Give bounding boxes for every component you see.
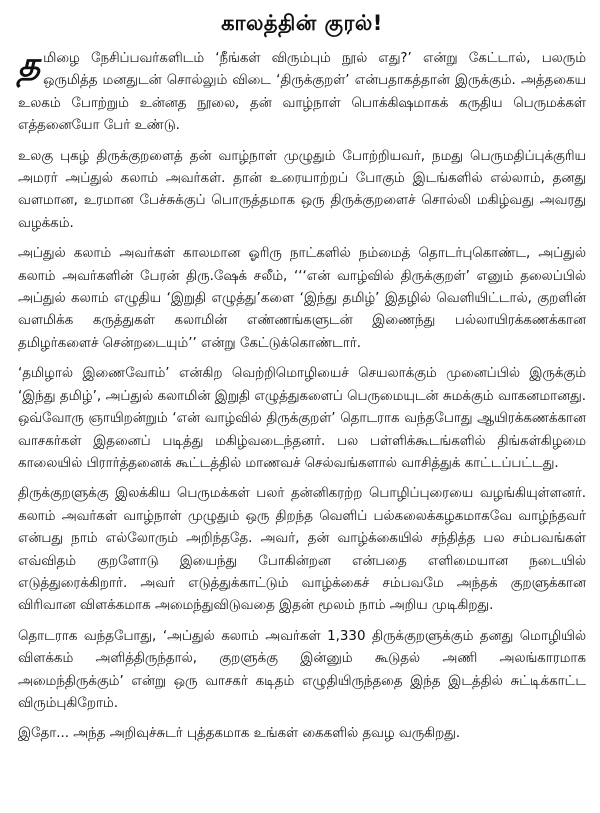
paragraph-5: திருக்குறளுக்கு இலக்கிய பெருமக்கள் பலர் தன்னிகரற்ற பொழிப்புரையை வழங்கியுள்ளனர். கலாம் அவர்கள் வாழ்நாள் முழுதும் ஒரு திறந்த வெளிப் பல்கலைக்கழகமாகவே வாழ்ந்தவர் என்பது நாம் எல்லோரும் அறிந்ததே. அவர், தன் வாழ்க்கையில் சந்தித்த பல சம்பவங்கள் எவ்விதம் குறளோடு இயைந்து போகின்றன என்பதை எளிமையான நடையில் எடுத்துரைக்கிறார். அவர் எடுத்துக்காட்டும் வாழ்க்கைச் சம்பவமே அந்தக் குறளுக்கான விரிவான விளக்கமாக அமைந்துவிடுவதை இதன் மூலம் நாம் அறிய முடிகிறது. bbox=[18, 486, 586, 614]
paragraph-7: இதோ... அந்த அறிவுச்சுடர் புத்தகமாக உங்கள் கைகளில் தவழ வருகிறது. bbox=[18, 726, 461, 742]
drop-cap: த bbox=[18, 45, 41, 85]
paragraph-3: அப்துல் கலாம் அவர்கள் காலமான ஓரிரு நாட்களில் நம்மைத் தொடர்புகொண்ட, அப்துல் கலாம் அவர்களின் பேரன் திரு.ஷேக் சலீம், ‘‘‘என் வாழ்வில் திருக்குறள்’ எனும் தலைப்பில் அப்துல் கலாம் எழுதிய ‘இறுதி எழுத்து’களை ‘இந்து தமிழ்’ இதழில் வெளியிட்டால், குறளின் வளமிக்க கருத்துகள் கலாமின் எண்ணங்களுடன் இணைந்து பல்லாயிரக்கணக்கான தமிழர்களைச் சென்றடையும்’’ என்று கேட்டுக்கொண்டார். bbox=[18, 246, 586, 351]
paragraph-2: உலகு புகழ் திருக்குறளைத் தன் வாழ்நாள் முழுதும் போற்றியவர், நமது பெருமதிப்புக்குரிய அமரர் அப்துல் கலாம் அவர்கள். தான் உரையாற்றப் போகும் இடங்களில் எல்லாம், தனது வளமான, உரமான பேச்சுக்குப் பொருத்தமாக ஒரு திருக்குறளைச் சொல்லி மகிழ்வது அவரது வழக்கம். bbox=[18, 148, 586, 231]
paragraph-6: தொடராக வந்தபோது, ‘அப்துல் கலாம் அவர்கள் 1,330 திருக்குறளுக்கும் தனது மொழியில் விளக்கம் அளித்திருந்தால், குறளுக்கு இன்னும் கூடுதல் அணி அலங்காரமாக அமைந்திருக்கும்’ என்று ஒரு வாசகர் கடிதம் எழுதியிருந்ததை இந்த இடத்தில் சுட்டிக்காட்ட விரும்புகிறோம். bbox=[18, 628, 586, 711]
paragraph-1-text: மிழை நேசிப்பவர்களிடம் ‘நீங்கள் விரும்பும் நூல் எது?’ என்று கேட்டால், பலரும் ஒருமித்த மனதுடன் சொல்லும் விடை ‘திருக்குறள்’ என்பதாகத்தான் இருக்கும். அத்தகைய உலகம் போற்றும் உன்னத நூலை, தன் வாழ்நாள் பொக்கிஷமாகக் கருதிய பெருமக்கள் எத்தனையோ பேர் உண்டு. bbox=[18, 51, 586, 134]
page-title: காலத்தின் குரல்! bbox=[221, 11, 383, 35]
paragraph-1 bbox=[18, 45, 586, 138]
document-page bbox=[18, 8, 586, 754]
paragraph-4: ‘தமிழால் இணைவோம்’ என்கிற வெற்றிமொழியைச் செயலாக்கும் முனைப்பில் இருக்கும் ‘இந்து தமிழ்’, அப்துல் கலாமின் இறுதி எழுத்துகளைப் பெருமையுடன் சுமக்கும் வாகனமானது. ஒவ்வோரு ஞாயிறன்றும் ‘என் வாழ்வில் திருக்குறள்’ தொடராக வந்தபோது ஆயிரக்கணக்கான வாசகர்கள் இதனைப் படித்து மகிழ்வடைந்தனர். பல பள்ளிக்கூடங்களில் திங்கள்கிழமை காலையில் பிரார்த்தனைக் கூட்டத்தில் மாணவச் செல்வங்களால் வாசித்துக் காட்டப்பட்டது. bbox=[18, 366, 586, 471]
